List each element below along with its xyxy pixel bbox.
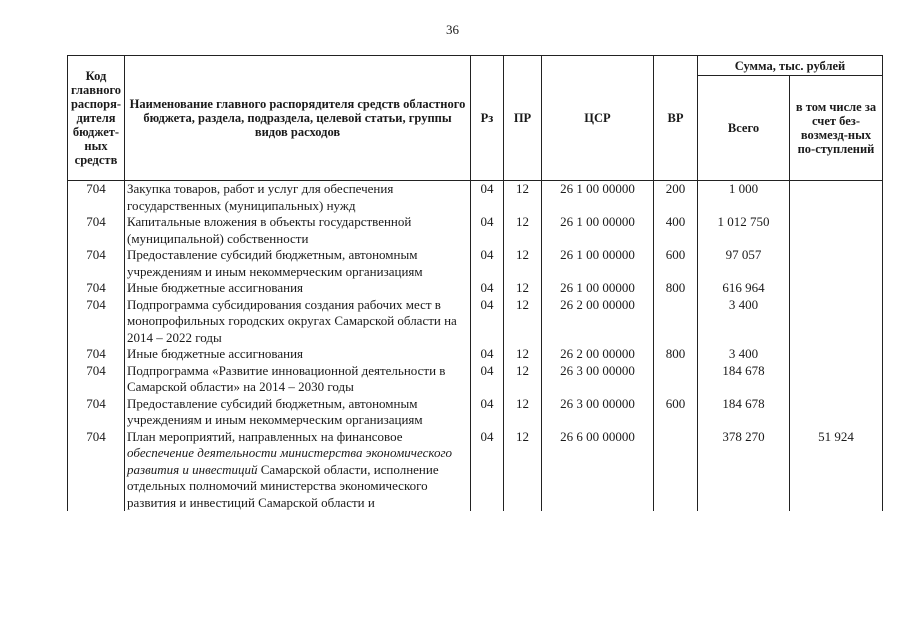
cell-pr: 12 (504, 297, 542, 347)
cell-code: 704 (68, 363, 125, 396)
header-vr: ВР (654, 56, 698, 181)
cell-name-rest: Самарской области, исполнение отдельных полномочий министерства экономического развития и инвестиций Самарской области и (127, 461, 439, 510)
cell-vr (654, 363, 698, 396)
cell-code: 704 (68, 297, 125, 347)
table-row (68, 247, 883, 280)
cell-rz: 04 (471, 363, 504, 396)
cell-incl (790, 181, 883, 215)
cell-name: Закупка товаров, работ и услуг для обеспечения государственных (муниципальных) нужд (125, 181, 471, 215)
table-row (68, 429, 883, 512)
cell-pr: 12 (504, 396, 542, 429)
cell-csr: 26 1 00 00000 (542, 280, 654, 297)
cell-total: 378 270 (698, 429, 790, 512)
cell-csr: 26 3 00 00000 (542, 363, 654, 396)
cell-total: 3 400 (698, 297, 790, 347)
cell-csr: 26 2 00 00000 (542, 346, 654, 363)
cell-pr: 12 (504, 346, 542, 363)
cell-csr: 26 1 00 00000 (542, 181, 654, 215)
cell-csr: 26 2 00 00000 (542, 297, 654, 347)
table-row (68, 181, 883, 215)
cell-pr: 12 (504, 280, 542, 297)
cell-name: Предоставление субсидий бюджетным, автономным учреждениям и иным некоммерческим организациям (125, 247, 471, 280)
cell-name (125, 429, 471, 512)
cell-code: 704 (68, 429, 125, 512)
cell-code: 704 (68, 214, 125, 247)
cell-pr: 12 (504, 214, 542, 247)
cell-incl (790, 396, 883, 429)
cell-incl: 51 924 (790, 429, 883, 512)
cell-rz: 04 (471, 280, 504, 297)
cell-vr (654, 429, 698, 512)
cell-code: 704 (68, 346, 125, 363)
cell-csr: 26 3 00 00000 (542, 396, 654, 429)
cell-vr: 200 (654, 181, 698, 215)
cell-code: 704 (68, 280, 125, 297)
cell-rz: 04 (471, 396, 504, 429)
cell-csr: 26 1 00 00000 (542, 214, 654, 247)
cell-total: 1 000 (698, 181, 790, 215)
cell-incl (790, 346, 883, 363)
cell-name: Предоставление субсидий бюджетным, автономным учреждениям и иным некоммерческим организациям (125, 396, 471, 429)
cell-name: Иные бюджетные ассигнования (125, 346, 471, 363)
cell-csr: 26 6 00 00000 (542, 429, 654, 512)
cell-csr: 26 1 00 00000 (542, 247, 654, 280)
cell-code: 704 (68, 247, 125, 280)
cell-total: 616 964 (698, 280, 790, 297)
cell-vr: 800 (654, 346, 698, 363)
cell-vr: 600 (654, 396, 698, 429)
budget-table (67, 55, 883, 511)
cell-rz: 04 (471, 181, 504, 215)
cell-pr: 12 (504, 181, 542, 215)
cell-incl (790, 297, 883, 347)
header-name: Наименование главного распорядителя средств областного бюджета, раздела, подраздела, целевой статьи, группы видов расходов (125, 56, 471, 181)
cell-pr: 12 (504, 363, 542, 396)
cell-total: 3 400 (698, 346, 790, 363)
cell-total: 97 057 (698, 247, 790, 280)
cell-pr: 12 (504, 247, 542, 280)
page-number: 36 (446, 22, 459, 37)
cell-name: Капитальные вложения в объекты государственной (муниципальной) собственности (125, 214, 471, 247)
header-rz: Рз (471, 56, 504, 181)
cell-code: 704 (68, 181, 125, 215)
table-row (68, 297, 883, 347)
header-incl: в том числе за счет без-возмезд-ных по-ступлений (790, 76, 883, 181)
table-row (68, 346, 883, 363)
cell-incl (790, 363, 883, 396)
cell-incl (790, 280, 883, 297)
cell-rz: 04 (471, 429, 504, 512)
header-pr: ПР (504, 56, 542, 181)
cell-name: Подпрограмма «Развитие инновационной деятельности в Самарской области» на 2014 – 2030 годы (125, 363, 471, 396)
header-code: Код главного распоря-дителя бюджет-ных средств (68, 56, 125, 181)
cell-total: 184 678 (698, 396, 790, 429)
table-row (68, 214, 883, 247)
cell-incl (790, 247, 883, 280)
cell-rz: 04 (471, 214, 504, 247)
cell-rz: 04 (471, 247, 504, 280)
header-total: Всего (698, 76, 790, 181)
cell-vr: 800 (654, 280, 698, 297)
cell-total: 184 678 (698, 363, 790, 396)
cell-name-line1: План мероприятий, направленных на финансовое (127, 428, 403, 444)
cell-vr (654, 297, 698, 347)
cell-name: Подпрограмма субсидирования создания рабочих мест в монопрофильных городских округах Самарской области на 2014 – 2022 годы (125, 297, 471, 347)
cell-vr: 400 (654, 214, 698, 247)
header-sum: Сумма, тыс. рублей (698, 56, 883, 76)
table-row (68, 280, 883, 297)
cell-name: Иные бюджетные ассигнования (125, 280, 471, 297)
table-row (68, 363, 883, 396)
cell-vr: 600 (654, 247, 698, 280)
cell-rz: 04 (471, 346, 504, 363)
table-row (68, 396, 883, 429)
cell-rz: 04 (471, 297, 504, 347)
cell-name-italic: обеспечение деятельности министерства экономического развития и инвестиций (127, 445, 453, 477)
cell-incl (790, 214, 883, 247)
header-csr: ЦСР (542, 56, 654, 181)
cell-code: 704 (68, 396, 125, 429)
cell-pr: 12 (504, 429, 542, 512)
cell-total: 1 012 750 (698, 214, 790, 247)
